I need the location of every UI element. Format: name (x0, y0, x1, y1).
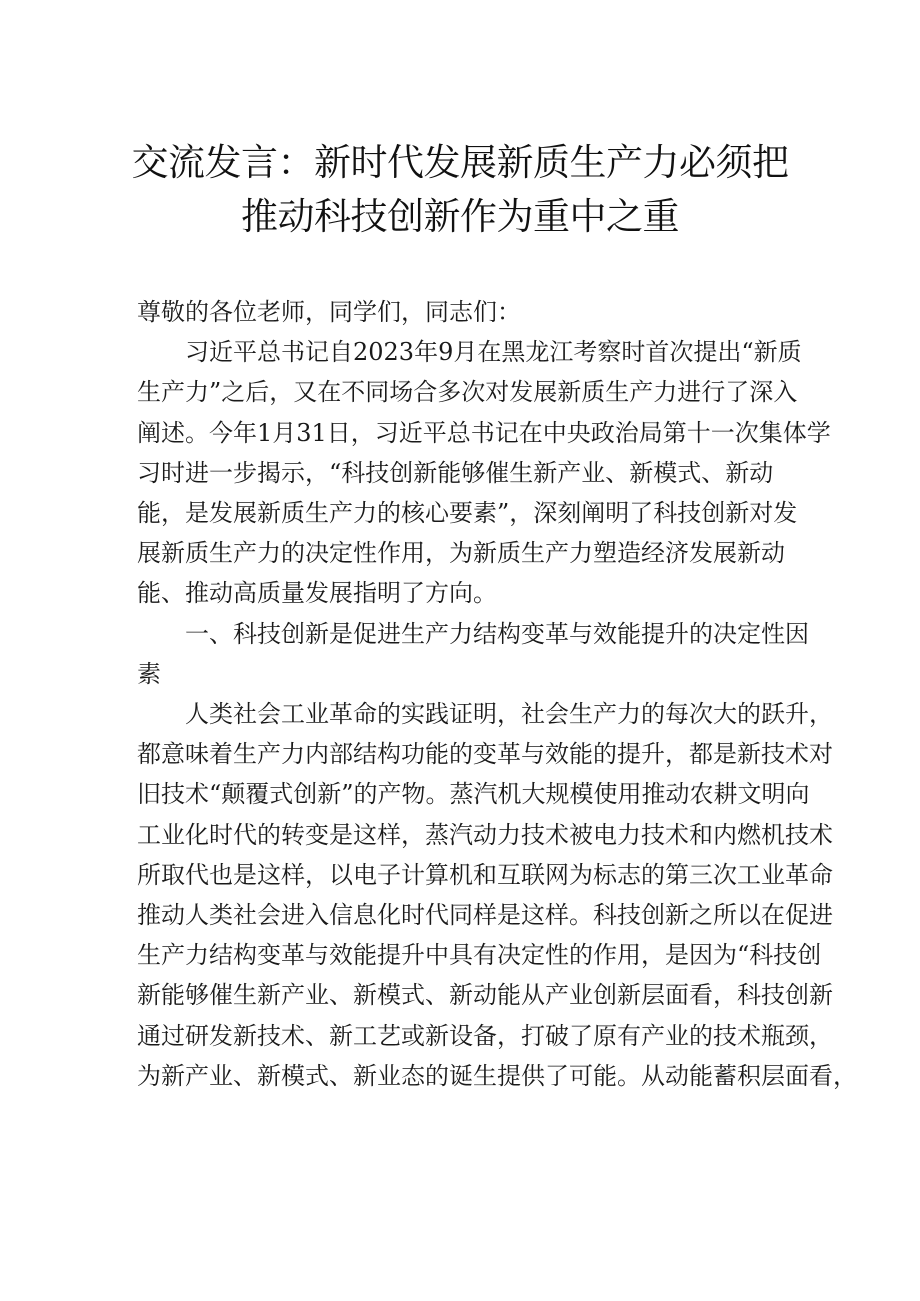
paragraph-line: 新能够催生新产业、新模式、新动能从产业创新层面看，科技创新 (137, 981, 833, 1010)
paragraph-line: 都意味着生产力内部结构功能的变革与效能的提升，都是新技术对 (137, 740, 833, 769)
paragraph-line: 习时进一步揭示，“科技创新能够催生新产业、新模式、新动 (137, 458, 774, 487)
paragraph-line: 生产力”之后，又在不同场合多次对发展新质生产力进行了深入 (137, 378, 798, 407)
paragraph-line: 生产力结构变革与效能提升中具有决定性的作用，是因为“科技创 (137, 941, 822, 970)
paragraph-line: 为新产业、新模式、新业态的诞生提供了可能。从动能蓄积层面看， (137, 1061, 857, 1090)
document-body (137, 292, 857, 1096)
paragraph-line: 通过研发新技术、新工艺或新设备，打破了原有产业的技术瓶颈， (137, 1021, 833, 1050)
paragraph-line: 能，是发展新质生产力的核心要素”，深刻阐明了科技创新对发 (137, 499, 798, 528)
paragraph-line: 工业化时代的转变是这样，蒸汽动力技术被电力技术和内燃机技术 (137, 820, 833, 849)
paragraph-line: 所取代也是这样，以电子计算机和互联网为标志的第三次工业革命 (137, 860, 833, 889)
paragraph-line: 推动人类社会进入信息化时代同样是这样。科技创新之所以在促进 (137, 901, 833, 930)
paragraph-line: 旧技术“颠覆式创新”的产物。蒸汽机大规模使用推动农耕文明向 (137, 780, 810, 809)
document-title (100, 136, 820, 244)
paragraph-line: 习近平总书记自2023年9月在黑龙江考察时首次提出“新质 (185, 338, 802, 367)
salutation: 尊敬的各位老师，同学们，同志们： (137, 298, 521, 326)
paragraph-line: 人类社会工业革命的实践证明，社会生产力的每次大的跃升， (185, 700, 833, 729)
section-heading: 一、科技创新是促进生产力结构变革与效能提升的决定性因 (185, 619, 809, 648)
paragraph-line: 阐述。今年1月31日，习近平总书记在中央政治局第十一次集体学 (137, 418, 831, 447)
title-line-2: 推动科技创新作为重中之重 (241, 195, 679, 238)
title-line-1: 交流发言：新时代发展新质生产力必须把 (131, 141, 789, 184)
paragraph-line: 展新质生产力的决定性作用，为新质生产力塑造经济发展新动 (137, 539, 785, 568)
paragraph-line: 能、推动高质量发展指明了方向。 (137, 579, 497, 608)
section-heading: 素 (137, 659, 161, 688)
